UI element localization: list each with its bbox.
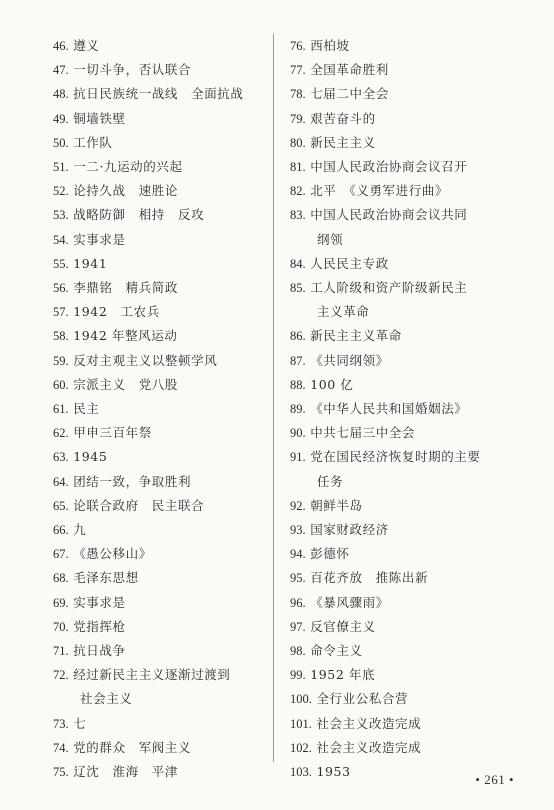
answer-entry <box>290 82 520 106</box>
entry-number: 66. <box>53 523 69 538</box>
entry-number: 51. <box>53 160 69 175</box>
entry-number: 83. <box>290 208 306 223</box>
entry-number: 58. <box>53 329 69 344</box>
entry-text: 全国革命胜利 <box>310 62 389 78</box>
column-divider <box>273 34 274 762</box>
entry-text: 朝鲜半岛 <box>310 497 363 513</box>
entry-number: 52. <box>53 184 69 199</box>
entry-number: 82. <box>290 184 306 199</box>
entry-number: 53. <box>53 208 69 223</box>
entry-text: 战略防御 相持 反攻 <box>73 207 205 223</box>
entry-text: 党在国民经济恢复时期的主要 <box>310 449 481 465</box>
answer-entry <box>53 518 273 542</box>
answer-entry <box>290 687 520 711</box>
entry-number: 91. <box>290 450 306 465</box>
answer-entry <box>53 712 273 736</box>
entry-number: 78. <box>290 87 306 102</box>
answer-entry <box>53 639 273 663</box>
entry-text: 1941 <box>73 255 108 271</box>
entry-text: 反对主观主义以整顿学风 <box>73 352 218 368</box>
answer-entry <box>290 445 520 493</box>
entry-text: 中共七届三中全会 <box>310 425 416 441</box>
entry-text: 团结一致，争取胜利 <box>73 473 192 489</box>
answer-entry <box>290 518 520 542</box>
answer-entry <box>290 494 520 518</box>
entry-text: 七 <box>73 715 87 731</box>
entry-text: 七届二中全会 <box>310 86 389 102</box>
entry-text: 人民民主专政 <box>310 255 389 271</box>
entry-text: 1942 工农兵 <box>73 304 160 320</box>
answer-entry <box>53 276 273 300</box>
entry-number: 57. <box>53 305 69 320</box>
entry-number: 60. <box>53 377 69 392</box>
entry-text: 彭德怀 <box>310 546 350 562</box>
entry-number: 101. <box>290 716 312 731</box>
answer-entry <box>290 397 520 421</box>
entry-number: 67. <box>53 547 69 562</box>
entry-number: 76. <box>290 39 306 53</box>
answer-entry <box>290 736 520 760</box>
entry-number: 100. <box>290 692 312 707</box>
entry-text: 新民主主义革命 <box>310 328 402 344</box>
answer-entry <box>290 252 520 276</box>
entry-text: 北平 《义勇军进行曲》 <box>310 183 449 199</box>
entry-text: 100 亿 <box>310 376 354 392</box>
entry-text: 甲申三百年祭 <box>73 425 152 441</box>
entry-number: 90. <box>290 426 306 441</box>
answer-entry <box>290 58 520 82</box>
entry-number: 85. <box>290 281 306 296</box>
entry-text: 工人阶级和资产阶级新民主 <box>310 280 468 296</box>
entry-number: 73. <box>53 716 69 731</box>
answer-entry <box>53 421 273 445</box>
entry-text: 民主 <box>73 401 100 417</box>
entry-number: 69. <box>53 595 69 610</box>
answer-entry <box>53 179 273 203</box>
answer-entry <box>290 324 520 348</box>
answer-entry <box>53 155 273 179</box>
answer-entry <box>290 566 520 590</box>
entry-text: 李鼎铭 精兵简政 <box>73 280 179 296</box>
answer-entry <box>290 107 520 131</box>
answer-entry <box>53 349 273 373</box>
entry-number: 70. <box>53 619 69 634</box>
entry-number: 50. <box>53 135 69 150</box>
answer-entry <box>53 542 273 566</box>
answer-entry <box>290 591 520 615</box>
entry-number: 92. <box>290 498 306 513</box>
entry-text: 党的群众 军阀主义 <box>73 739 192 755</box>
entry-number: 89. <box>290 402 306 417</box>
entry-text: 实事求是 <box>73 594 126 610</box>
entry-number: 75. <box>53 765 69 780</box>
answer-entry <box>53 470 273 494</box>
entry-text: 西柏坡 <box>310 38 350 53</box>
entry-number: 46. <box>53 39 69 53</box>
entry-number: 64. <box>53 474 69 489</box>
entry-number: 68. <box>53 571 69 586</box>
answer-entry <box>53 615 273 639</box>
entry-text: 九 <box>73 522 87 538</box>
entry-text: 艰苦奋斗的 <box>310 110 376 126</box>
answer-entry <box>53 760 273 784</box>
entry-number: 72. <box>53 668 69 683</box>
entry-number: 97. <box>290 619 306 634</box>
entry-number: 59. <box>53 353 69 368</box>
answer-entry <box>53 203 273 227</box>
entry-number: 55. <box>53 256 69 271</box>
entry-text: 经过新民主主义逐渐过渡到 <box>73 667 231 683</box>
entry-text: 中国人民政治协商会议召开 <box>310 159 468 175</box>
answer-entry <box>53 663 273 711</box>
answer-entry <box>290 421 520 445</box>
answer-entry <box>53 34 273 58</box>
entry-number: 63. <box>53 450 69 465</box>
entry-text: 论联合政府 民主联合 <box>73 497 205 513</box>
answer-entry <box>290 203 520 251</box>
answer-entry <box>290 34 520 58</box>
entry-number: 86. <box>290 329 306 344</box>
entry-text: 中国人民政治协商会议共同 <box>310 207 468 223</box>
entry-number: 62. <box>53 426 69 441</box>
answer-entry <box>290 373 520 397</box>
entry-number: 54. <box>53 232 69 247</box>
entry-number: 79. <box>290 111 306 126</box>
answer-entry <box>53 228 273 252</box>
answer-entry <box>290 179 520 203</box>
answer-entry <box>290 276 520 324</box>
entry-text: 百花齐放 推陈出新 <box>310 570 429 586</box>
entry-text: 新民主主义 <box>310 134 376 150</box>
entry-number: 49. <box>53 111 69 126</box>
entry-number: 48. <box>53 87 69 102</box>
entry-text: 反官僚主义 <box>310 618 376 634</box>
entry-text: 工作队 <box>73 134 113 150</box>
entry-number: 95. <box>290 571 306 586</box>
entry-text: 社会主义改造完成 <box>316 715 422 731</box>
answer-entry <box>53 58 273 82</box>
answer-entry <box>53 252 273 276</box>
entry-number: 96. <box>290 595 306 610</box>
answer-entry <box>53 324 273 348</box>
answer-entry <box>290 663 520 687</box>
entry-text: 党指挥枪 <box>73 618 126 634</box>
entry-number: 71. <box>53 644 69 659</box>
entry-number: 65. <box>53 498 69 513</box>
entry-text: 《愚公移山》 <box>73 546 152 562</box>
entry-number: 80. <box>290 135 306 150</box>
answer-entry <box>290 712 520 736</box>
entry-number: 93. <box>290 523 306 538</box>
entry-number: 84. <box>290 256 306 271</box>
entry-number: 102. <box>290 740 312 755</box>
entry-text: 宗派主义 党八股 <box>73 376 179 392</box>
entry-text: 国家财政经济 <box>310 522 389 538</box>
entry-text: 抗日战争 <box>73 643 126 659</box>
entry-text: 实事求是 <box>73 231 126 247</box>
entry-number: 47. <box>53 63 69 78</box>
entry-number: 88. <box>290 377 306 392</box>
answer-entry <box>290 349 520 373</box>
answer-entry <box>53 131 273 155</box>
left-answer-column <box>53 34 273 784</box>
entry-number: 61. <box>53 402 69 417</box>
entry-text-continuation: 任务 <box>317 473 344 489</box>
entry-text: 1952 年底 <box>310 667 376 683</box>
entry-text: 一二·九运动的兴起 <box>73 159 183 175</box>
entry-text: 1945 <box>73 449 108 465</box>
entry-text: 辽沈 淮海 平津 <box>73 764 179 780</box>
entry-number: 77. <box>290 63 306 78</box>
answer-entry <box>53 494 273 518</box>
entry-number: 103. <box>290 765 312 780</box>
entry-text: 铜墙铁壁 <box>73 110 126 126</box>
entry-number: 81. <box>290 160 306 175</box>
answer-entry <box>290 542 520 566</box>
entry-number: 74. <box>53 740 69 755</box>
page-number: • 261 • <box>475 772 514 787</box>
answer-entry <box>53 397 273 421</box>
answer-entry <box>53 736 273 760</box>
answer-entry <box>53 107 273 131</box>
entry-text: 《共同纲领》 <box>310 352 389 368</box>
entry-text-continuation: 主义革命 <box>317 304 370 320</box>
answer-entry <box>290 131 520 155</box>
answer-entry <box>53 373 273 397</box>
answer-entry <box>290 639 520 663</box>
entry-number: 94. <box>290 547 306 562</box>
entry-text: 全行业公私合营 <box>316 691 409 707</box>
entry-number: 87. <box>290 353 306 368</box>
entry-text: 遵义 <box>73 38 100 53</box>
entry-number: 98. <box>290 644 306 659</box>
answer-entry <box>290 155 520 179</box>
entry-number: 99. <box>290 668 306 683</box>
entry-text: 社会主义改造完成 <box>316 739 422 755</box>
answer-entry <box>53 566 273 590</box>
entry-text: 1942 年整风运动 <box>73 328 178 344</box>
entry-text: 毛泽东思想 <box>73 570 139 586</box>
entry-text-continuation: 社会主义 <box>80 691 133 707</box>
answer-entry <box>53 300 273 324</box>
right-answer-column <box>290 34 520 784</box>
entry-text: 命令主义 <box>310 643 363 659</box>
entry-text: 论持久战 速胜论 <box>73 183 179 199</box>
answer-entry <box>53 591 273 615</box>
answer-entry <box>53 82 273 106</box>
entry-number: 56. <box>53 281 69 296</box>
answer-entry <box>53 445 273 469</box>
entry-text: 一切斗争，否认联合 <box>73 62 192 78</box>
entry-text: 《暴风骤雨》 <box>310 594 389 610</box>
entry-text-continuation: 纲领 <box>317 231 344 247</box>
entry-text: 抗日民族统一战线 全面抗战 <box>73 86 244 102</box>
answer-entry <box>290 615 520 639</box>
entry-text: 1953 <box>316 764 351 780</box>
entry-text: 《中华人民共和国婚姻法》 <box>310 401 468 417</box>
